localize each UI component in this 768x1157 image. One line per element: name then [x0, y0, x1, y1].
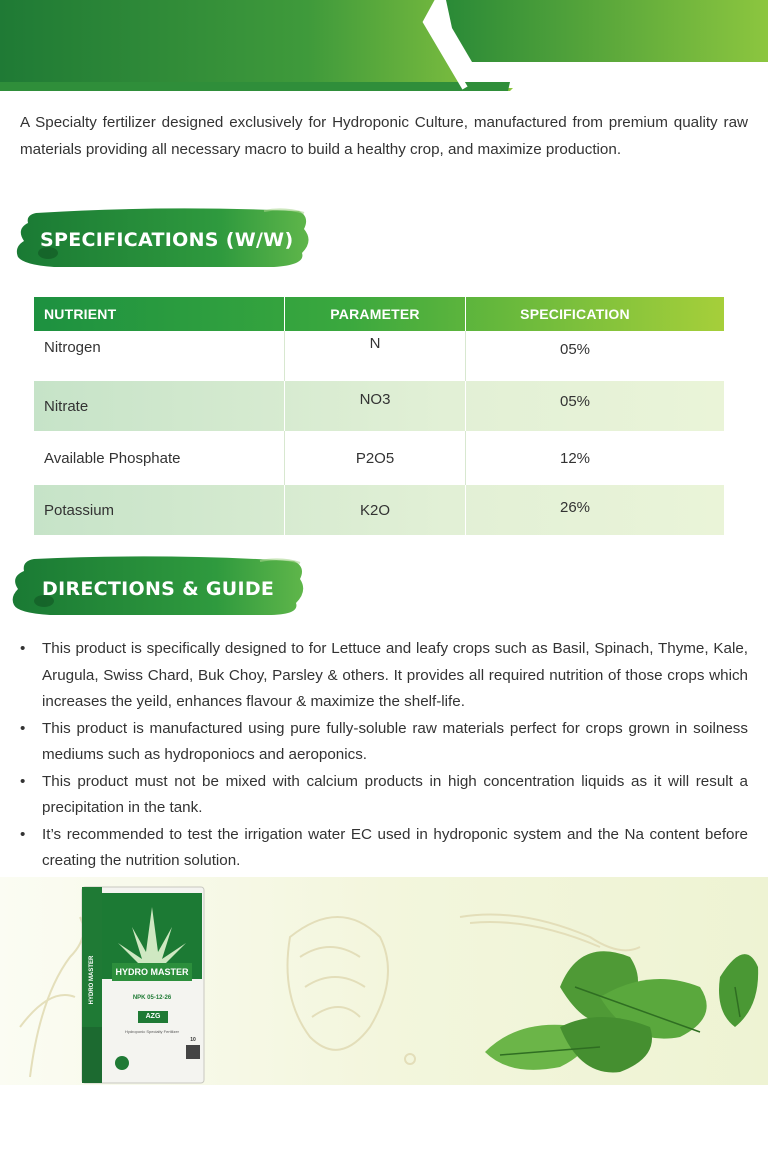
table-row — [34, 331, 724, 381]
cell-specification: 05% — [466, 381, 725, 431]
cell-nutrient: Available Phosphate — [34, 431, 285, 485]
cell-parameter: N — [285, 331, 466, 381]
bullet-icon: • — [20, 640, 26, 657]
bag-logo-label: AZG — [145, 1013, 161, 1020]
list-item-text: This product must not be mixed with calcium products in high concentration liquids as it will result a precipitation in the tank. — [42, 772, 748, 816]
header-parameter: PARAMETER — [285, 297, 466, 331]
directions-title: DIRECTIONS & GUIDE — [42, 578, 275, 600]
list-item-text: This product is manufactured using pure fully-soluble raw materials perfect for crops grown in soilness mediums such as hydroponiocs and aeroponics. — [42, 719, 748, 763]
header-specification: SPECIFICATION — [466, 297, 725, 331]
list-item — [20, 822, 748, 875]
bag-brand-label: HYDRO MASTER — [115, 967, 189, 977]
bag-weight-label: 10 — [190, 1037, 196, 1043]
product-illustration — [0, 877, 768, 1085]
header-banner — [0, 0, 768, 92]
bullet-icon: • — [20, 719, 26, 737]
list-item — [20, 769, 748, 822]
directions-list — [20, 636, 748, 875]
bag-side-label: HYDRO MASTER — [89, 955, 95, 1005]
header-nutrient: NUTRIENT — [44, 306, 117, 322]
specifications-title: SPECIFICATIONS (W/W) — [40, 229, 294, 251]
list-item-text: This product is specifically designed to for Lettuce and leafy crops such as Basil, Spinach, Thyme, Kale, Arugula, Swiss Chard, Buk Choy, Parsley & others. It provides all required nutrition of those crops which increases the yeild, enhances flavour & maximize the shelf-life. — [42, 640, 748, 710]
cell-nutrient: Nitrogen — [34, 331, 285, 381]
spinach-leaf-icon — [485, 951, 758, 1072]
table-row — [34, 381, 724, 431]
directions-heading — [10, 555, 305, 619]
cell-nutrient: Potassium — [44, 501, 115, 519]
specifications-heading — [14, 207, 309, 271]
cell-parameter: P2O5 — [285, 431, 466, 485]
list-item — [20, 716, 748, 769]
cell-nutrient: Nitrate — [44, 397, 89, 415]
bag-description-label: Hydroponic Specialty Fertilizer — [124, 1029, 180, 1034]
bullet-icon: • — [20, 772, 26, 790]
table-header-row — [34, 297, 724, 331]
cell-specification: 12% — [466, 431, 725, 485]
table-row — [34, 431, 724, 485]
bag-npk-label: NPK 05-12-26 — [132, 995, 172, 1001]
product-bag-icon — [82, 887, 204, 1083]
specifications-table — [34, 297, 724, 535]
list-item-text: It’s recommended to test the irrigation water EC used in hydroponic system and the Na content before creating the nutrition solution. — [42, 825, 748, 869]
table-row — [34, 485, 724, 535]
cell-parameter: K2O — [285, 485, 466, 535]
intro-paragraph: A Specialty fertilizer designed exclusively for Hydroponic Culture, manufactured from premium quality raw materials providing all necessary macro to build a healthy crop, and maximize production. — [20, 114, 748, 158]
cell-parameter: NO3 — [285, 381, 466, 431]
cell-specification: 05% — [466, 331, 725, 381]
list-item — [20, 636, 748, 716]
cell-specification: 26% — [466, 485, 725, 535]
bullet-icon: • — [20, 825, 26, 843]
